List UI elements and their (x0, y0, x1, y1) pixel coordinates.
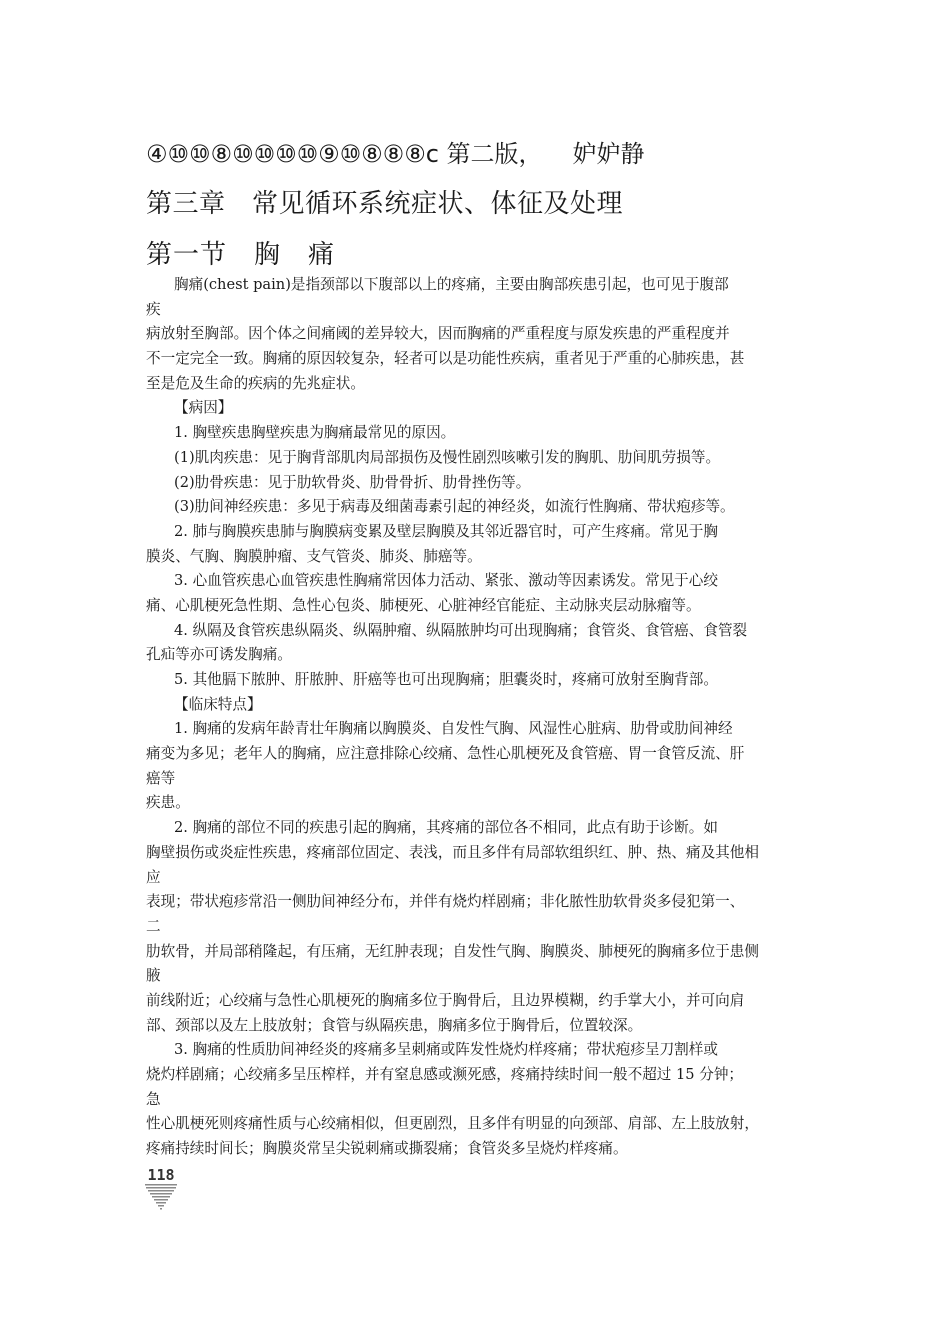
text-line: 胸痛(chest pain)是指颈部以下腹部以上的疼痛，主要由胸部疾患引起，也可见于腹部 (174, 276, 729, 293)
body-text (146, 273, 816, 1162)
text-line: 疼痛持续时间长；胸膜炎常呈尖锐刺痛或撕裂痛；食管炎多呈烧灼样疼痛。 (146, 1140, 628, 1158)
text-line: 表现；带状疱疹常沿一侧肋间神经分布，并伴有烧灼样剧痛；非化脓性肋软骨炎多侵犯第一、 (146, 893, 745, 911)
text-line: (1)肌肉疾患：见于胸背部肌肉局部损伤及慢性剧烈咳嗽引发的胸肌、肋间肌劳损等。 (174, 448, 721, 466)
text-line: 痛、心肌梗死急性期、急性心包炎、肺梗死、心脏神经官能症、主动脉夹层动脉瘤等。 (146, 596, 701, 614)
text-line: 烧灼样剧痛；心绞痛多呈压榨样，并有窒息感或濒死感，疼痛持续时间一般不超过 15 分钟； (146, 1066, 744, 1083)
text-line: 病放射至胸部。因个体之间痛阈的差异较大，因而胸痛的严重程度与原发疾患的严重程度并 (146, 325, 730, 343)
text-line: 胸壁损伤或炎症性疾患，疼痛部位固定、表浅，而且多伴有局部软组织红、肿、热、痛及其他相 (146, 843, 759, 861)
text-line: 痛变为多见；老年人的胸痛，应注意排除心绞痛、急性心肌梗死及食管癌、胃一食管反流、肝 (146, 745, 745, 763)
header-symbols: ④⑩⑩⑧⑩⑩⑩⑩⑨⑩⑧⑧⑧c 第二版， (146, 140, 543, 168)
text-line: 二 (146, 917, 161, 935)
chapter-title: 第三章 常见循环系统症状、体征及处理 (146, 189, 624, 219)
section-title: 第一节 胸 痛 (146, 240, 336, 270)
page-marker-icon (143, 1184, 179, 1214)
text-line: 5. 其他膈下脓肿、肝脓肿、肝癌等也可出现胸痛；胆囊炎时，疼痛可放射至胸背部。 (174, 671, 718, 688)
section-heading-clinical: 【临床特点】 (174, 695, 262, 713)
header-author: 妒妒静 (572, 140, 645, 168)
section-heading-etiology: 【病因】 (174, 399, 233, 417)
text-line: 2. 肺与胸膜疾患肺与胸膜病变累及壁层胸膜及其邻近器官时，可产生疼痛。常见于胸 (174, 522, 718, 540)
text-line: 腋 (146, 967, 161, 985)
text-line: 孔疝等亦可诱发胸痛。 (146, 646, 292, 664)
text-line: 1. 胸壁疾患胸壁疾患为胸痛最常见的原因。 (174, 424, 456, 442)
text-line: 癌等 (146, 769, 176, 787)
text-line: (2)肋骨疾患：见于肋软骨炎、肋骨骨折、肋骨挫伤等。 (174, 473, 531, 491)
text-line: 2. 胸痛的部位不同的疾患引起的胸痛，其疼痛的部位各不相同，此点有助于诊断。如 (174, 819, 718, 837)
text-line: 急 (146, 1090, 161, 1108)
text-line: 不一定完全一致。胸痛的原因较复杂，轻者可以是功能性疾病，重者见于严重的心肺疾患，甚 (146, 350, 745, 368)
text-line: 部、颈部以及左上肢放射；食管与纵隔疾患，胸痛多位于胸骨后，位置较深。 (146, 1016, 643, 1034)
text-line: 3. 心血管疾患心血管疾患性胸痛常因体力活动、紧张、激动等因素诱发。常见于心绞 (174, 572, 718, 590)
page-number: 118 (147, 1166, 175, 1184)
text-line: (3)肋间神经疾患：多见于病毒及细菌毒素引起的神经炎，如流行性胸痛、带状疱疹等。 (174, 498, 735, 516)
text-line: 膜炎、气胸、胸膜肿瘤、支气管炎、肺炎、肺癌等。 (146, 547, 482, 565)
text-line: 前线附近；心绞痛与急性心肌梗死的胸痛多位于胸骨后，且边界模糊，约手掌大小，并可向肩 (146, 991, 745, 1009)
text-line: 肋软骨，并局部稍隆起，有压痛，无红肿表现；自发性气胸、胸膜炎、肺梗死的胸痛多位于患侧 (146, 942, 759, 960)
text-line: 至是危及生命的疾病的先兆症状。 (146, 374, 365, 392)
text-line: 疾患。 (146, 794, 190, 812)
text-line: 1. 胸痛的发病年龄青壮年胸痛以胸膜炎、自发性气胸、风湿性心脏病、肋骨或肋间神经 (174, 720, 733, 738)
text-line: 疾 (146, 300, 161, 318)
text-line: 性心肌梗死则疼痛性质与心绞痛相似，但更剧烈，且多伴有明显的向颈部、肩部、左上肢放射， (146, 1115, 759, 1133)
text-line: 3. 胸痛的性质肋间神经炎的疼痛多呈刺痛或阵发性烧灼样疼痛；带状疱疹呈刀割样或 (174, 1041, 718, 1059)
header-line (146, 134, 645, 169)
text-line: 应 (146, 868, 161, 886)
text-line: 4. 纵隔及食管疾患纵隔炎、纵隔肿瘤、纵隔脓肿均可出现胸痛；食管炎、食管癌、食管裂 (174, 621, 748, 639)
